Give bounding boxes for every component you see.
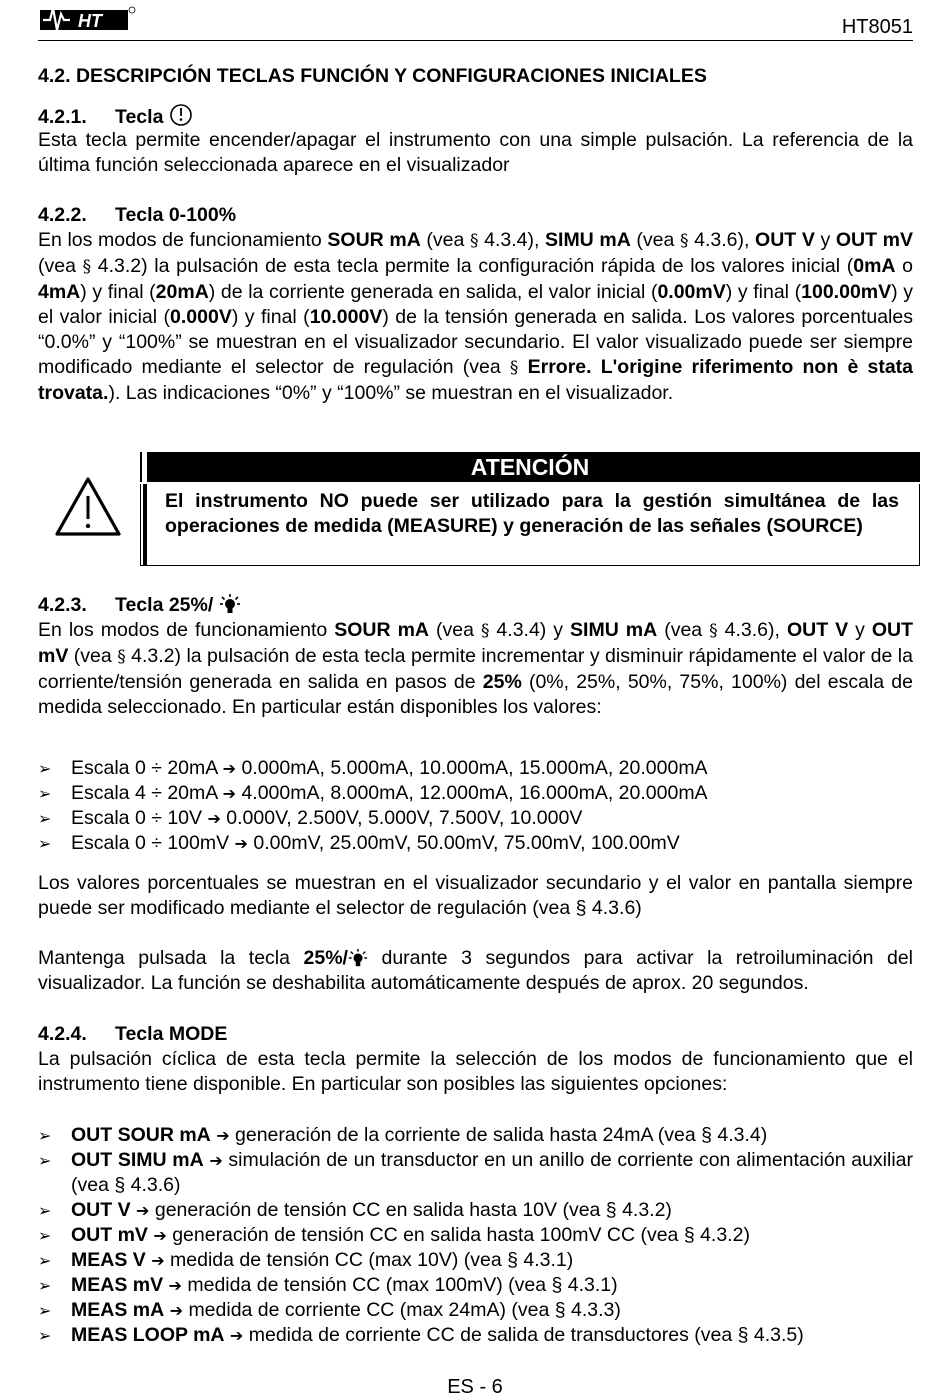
model-name: HT8051: [841, 16, 913, 38]
section-title: Tecla MODE: [115, 1023, 228, 1045]
warning-header: [140, 452, 920, 482]
list-item: ➢ OUT V ➔ generación de tensión CC en salida hasta 10V (vea § 4.3.2): [38, 1199, 672, 1221]
arrow-icon: ➔: [222, 784, 237, 803]
bullet-icon: ➢: [38, 1276, 52, 1295]
list-item: ➢ OUT mV ➔ generación de tensión CC en salida hasta 100mV CC (vea § 4.3.2): [38, 1224, 750, 1246]
bullet-icon: ➢: [38, 1326, 52, 1345]
bullet-icon: ➢: [38, 784, 52, 803]
arrow-icon: ➔: [153, 1226, 167, 1245]
section-number: 4.2.2.: [38, 204, 87, 226]
mode-list: [38, 1123, 913, 1348]
warning-text: El instrumento NO puede ser utilizado para la gestión simultánea de las operaciones de medida (MEASURE) y generación de las señales (SOURCE): [165, 490, 899, 537]
arrow-icon: ➔: [136, 1201, 150, 1220]
arrow-icon: ➔: [207, 809, 221, 828]
bullet-icon: ➢: [38, 1301, 52, 1320]
section-heading-4-2-2: [38, 203, 913, 228]
list-item: ➢ Escala 0 ÷ 20mA ➔ 0.000mA, 5.000mA, 10.000mA, 15.000mA, 20.000mA: [38, 757, 708, 779]
section-heading-4-2-3: [38, 593, 913, 618]
list-item: ➢ Escala 0 ÷ 100mV ➔ 0.00mV, 25.00mV, 50.00mV, 75.00mV, 100.00mV: [38, 832, 680, 854]
section-title: Tecla 25%/: [115, 594, 214, 616]
arrow-icon: ➔: [222, 759, 237, 778]
paragraph-4-2-1: Esta tecla permite encender/apagar el instrumento con una simple pulsación. La referencia de la última función seleccionada aparece en el visualizador: [38, 129, 913, 176]
ht-logo-text: HT: [78, 11, 102, 31]
bullet-icon: ➢: [38, 809, 52, 828]
list-item: ➢ OUT SOUR mA ➔ generación de la corriente de salida hasta 24mA (vea § 4.3.4): [38, 1124, 768, 1146]
warning-title: ATENCIÓN: [470, 454, 590, 480]
bullet-icon: ➢: [38, 834, 52, 853]
list-item: ➢ OUT SIMU mA ➔ simulación de un transductor en un anillo de corriente con alimentación auxiliar (vea § 4.3.6): [38, 1149, 913, 1196]
power-icon: [169, 103, 193, 127]
list-item: ➢ MEAS LOOP mA ➔ medida de corriente CC de salida de transductores (vea § 4.3.5): [38, 1324, 804, 1346]
bullet-icon: ➢: [38, 1151, 52, 1170]
arrow-icon: ➔: [229, 1326, 244, 1345]
list-item: ➢ Escala 0 ÷ 10V ➔ 0.000V, 2.500V, 5.000V, 7.500V, 10.000V: [38, 807, 583, 829]
paragraph-percent-values: Los valores porcentuales se muestran en el visualizador secundario y el valor en pantalla siempre puede ser modificado mediante el selector de regulación (vea § 4.3.6): [38, 872, 913, 919]
section-heading-4-2-1: [38, 103, 913, 130]
warning-box-bar: [143, 484, 147, 565]
section-number: 4.2.4.: [38, 1023, 87, 1045]
arrow-icon: ➔: [169, 1301, 184, 1320]
arrow-icon: ➔: [216, 1126, 230, 1145]
ht-logo: [38, 4, 138, 34]
bullet-icon: ➢: [38, 1201, 52, 1220]
scale-list: [38, 756, 913, 856]
arrow-icon: ➔: [209, 1151, 223, 1170]
paragraph-4-2-3: En los modos de funcionamiento SOUR mA (vea § 4.3.4) y SIMU mA (vea § 4.3.6), OUT V y OUT mV (vea § 4.3.2) la pulsación de esta tecla permite incrementar y disminuir rápidamente el valor de la corriente/tensión generada en salida en pasos de 25% (0%, 25%, 50%, 75%, 100%) del escala de medida seleccionado. En particular están disponibles los valores:: [38, 619, 914, 718]
arrow-icon: ➔: [151, 1251, 165, 1270]
arrow-icon: ➔: [234, 834, 248, 853]
page-number: ES - 6: [447, 1376, 503, 1398]
bullet-icon: ➢: [38, 1226, 52, 1245]
paragraph-4-2-4: La pulsación cíclica de esta tecla permite la selección de los modos de funcionamiento que el instrumento tiene disponible. En particular son posibles las siguientes opciones:: [38, 1048, 913, 1095]
list-item: ➢ MEAS V ➔ medida de tensión CC (max 10V) (vea § 4.3.1): [38, 1249, 574, 1271]
header-rule: [38, 40, 913, 41]
arrow-icon: ➔: [168, 1276, 182, 1295]
section-number: 4.2.3.: [38, 594, 87, 616]
section-number: 4.2.1.: [38, 106, 87, 128]
paragraph-4-2-2: En los modos de funcionamiento SOUR mA (vea § 4.3.4), SIMU mA (vea § 4.3.6), OUT V y OUT mV (vea § 4.3.2) la pulsación de esta tecla permite la configuración rápida de los valores inicial (0mA o 4mA) y final (20mA) de la corriente generada en salida, el valor inicial (0.00mV) y final (100.00mV) y el valor inicial (0.000V) y final (10.000V) de la tensión generada en salida. Los valores porcentuales “0.0%” y “100%” se muestran en el visualizador secundario. El valor visualizado puede ser siempre modificado mediante el selector de regulación (vea § Errore. L'origine riferimento non è stata trovata.). Las indicaciones “0%” y “100%” se muestran en el visualizador.: [38, 229, 914, 404]
bullet-icon: ➢: [38, 1126, 52, 1145]
section-title: Tecla 0-100%: [115, 204, 237, 226]
warning-triangle-icon: [54, 476, 122, 538]
list-item: ➢ Escala 4 ÷ 20mA ➔ 4.000mA, 8.000mA, 12.000mA, 16.000mA, 20.000mA: [38, 782, 708, 804]
list-item: ➢ MEAS mV ➔ medida de tensión CC (max 100mV) (vea § 4.3.1): [38, 1274, 618, 1296]
section-title: Tecla: [115, 106, 164, 128]
section-heading-4-2-4: [38, 1022, 913, 1047]
list-item: ➢ MEAS mA ➔ medida de corriente CC (max 24mA) (vea § 4.3.3): [38, 1299, 621, 1321]
broken-reference: Errore. L'origine riferimento non è stata trovata.: [38, 356, 914, 404]
warning-box: [140, 484, 920, 566]
backlight-bulb-icon: [219, 593, 241, 615]
paragraph-backlight: Mantenga pulsada la tecla 25%/ durante 3 segundos para activar la retroiluminación del visualizador. La función se deshabilita automáticamente después de aprox. 20 segundos.: [38, 947, 913, 994]
bullet-icon: ➢: [38, 759, 52, 778]
backlight-bulb-icon: [348, 948, 368, 968]
section-title-4-2: 4.2. DESCRIPCIÓN TECLAS FUNCIÓN Y CONFIGURACIONES INICIALES: [38, 65, 707, 87]
bullet-icon: ➢: [38, 1251, 52, 1270]
